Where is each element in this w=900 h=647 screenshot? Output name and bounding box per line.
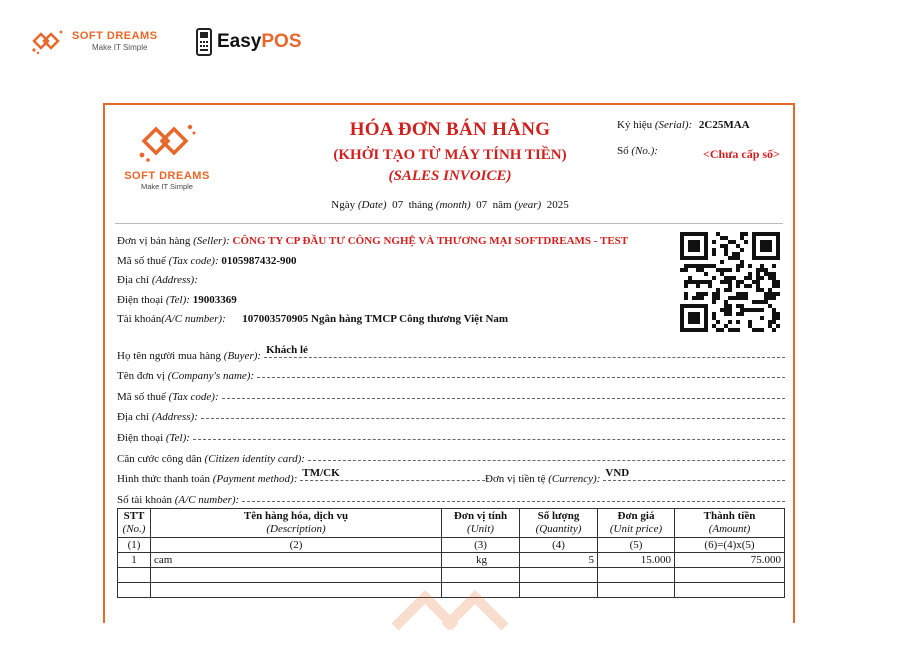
buyer-tel-row: Điện thoại (Tel):: [117, 423, 785, 444]
col-header-unit-price: Đơn giá (Unit price): [598, 509, 675, 538]
serial-value: 2C25MAA: [698, 119, 750, 131]
payment-method-field: TM/CK: [300, 467, 485, 481]
buyer-account-field: [242, 488, 785, 502]
cell-unit-price: 15.000: [598, 553, 675, 568]
softdreams-logo-icon: [134, 119, 200, 163]
invoice-subtitle-en: (SALES INVOICE): [388, 168, 512, 184]
table-header-row: [118, 509, 785, 538]
buyer-citizen-row: Căn cước công dân (Citizen identity card):: [117, 444, 785, 465]
cell-unit: kg: [442, 553, 520, 568]
seller-account-row: Tài khoản(A/C number): 107003570905 Ngân hàng TMCP Công thương Việt Nam: [117, 313, 509, 325]
seller-name-row: Đơn vị bán hàng (Seller): CÔNG TY CP ĐẦU TƯ CÔNG NGHỆ VÀ THƯƠNG MẠI SOFTDREAMS - TEST: [117, 235, 629, 247]
invoice-date: Ngày (Date) 07 tháng (month) 07 năm (year) 2025: [331, 199, 569, 211]
invoice-title-block: [275, 119, 625, 211]
buyer-tel-field: [193, 426, 785, 440]
invoice-subtitle: (KHỞI TẠO TỪ MÁY TÍNH TIỀN): [333, 147, 567, 163]
invoice-document: [103, 103, 795, 623]
seller-tax: 0105987432-900: [221, 254, 297, 267]
softdreams-brand: [30, 26, 158, 56]
col-header-no: STT (No.): [118, 509, 151, 538]
cell-no: 1: [118, 553, 151, 568]
buyer-company-field: [257, 364, 785, 378]
invoice-logo: [117, 119, 217, 191]
cell-description: cam: [151, 553, 442, 568]
table-index-row: (1) (2) (3) (4) (5) (6)=(4)x(5): [118, 538, 785, 553]
invoice-number: Số (No.): <Chưa cấp số>: [617, 145, 787, 157]
invoice-logo-name: SOFT DREAMS: [124, 170, 210, 182]
seller-tel-row: Điện thoại (Tel): 19003369: [117, 293, 237, 306]
easypos-name: EasyPOS: [217, 31, 302, 52]
invoice-title: HÓA ĐƠN BÁN HÀNG: [349, 119, 551, 140]
col-header-description: Tên hàng hóa, dịch vụ (Description): [151, 509, 442, 538]
divider: [115, 223, 783, 224]
seller-name: CÔNG TY CP ĐẦU TƯ CÔNG NGHỆ VÀ THƯƠNG MẠI SOFTDREAMS - TEST: [232, 235, 629, 247]
qr-code-icon: [680, 232, 780, 332]
watermark-logo-icon: [375, 567, 535, 647]
cell-quantity: 5: [520, 553, 598, 568]
pos-terminal-icon: [195, 28, 213, 56]
buyer-company-row: Tên đơn vị (Company's name):: [117, 362, 785, 383]
buyer-citizen-field: [308, 447, 785, 461]
col-header-amount: Thành tiền (Amount): [675, 509, 785, 538]
payment-currency-row: Hình thức thanh toán (Payment method): TM/CK Đơn vị tiền tệ (Currency): VND: [117, 465, 785, 486]
easypos-brand: [195, 28, 302, 56]
buyer-name-field: Khách lẻ: [264, 344, 785, 358]
cell-amount: 75.000: [675, 553, 785, 568]
invoice-number-value: <Chưa cấp số>: [703, 147, 780, 161]
currency-field: VND: [603, 467, 785, 481]
invoice-serial: Ký hiệu (Serial): 2C25MAA: [617, 119, 750, 131]
buyer-address-row: Địa chỉ (Address):: [117, 403, 785, 424]
seller-tax-row: Mã số thuế (Tax code): 0105987432-900: [117, 254, 297, 267]
buyer-account-row: Số tài khoản (A/C number):: [117, 485, 785, 506]
seller-tel: 19003369: [192, 293, 237, 306]
invoice-logo-tagline: Make IT Simple: [141, 182, 193, 191]
buyer-address-field: [201, 405, 785, 419]
softdreams-tagline: Make IT Simple: [92, 42, 148, 52]
col-header-unit: Đơn vị tính (Unit): [442, 509, 520, 538]
buyer-info: [117, 341, 785, 506]
softdreams-name: SOFT DREAMS: [72, 29, 158, 42]
col-header-quantity: Số lượng (Quantity): [520, 509, 598, 538]
seller-info: [117, 235, 628, 333]
table-row: [118, 553, 785, 568]
seller-account: 107003570905 Ngân hàng TMCP Công thương Việt Nam: [242, 313, 509, 325]
seller-address-row: Địa chỉ (Address):: [117, 274, 198, 286]
buyer-name-row: Họ tên người mua hàng (Buyer): Khách lẻ: [117, 341, 785, 362]
buyer-tax-field: [222, 385, 785, 399]
softdreams-logo-icon: [30, 26, 66, 56]
buyer-tax-row: Mã số thuế (Tax code):: [117, 382, 785, 403]
